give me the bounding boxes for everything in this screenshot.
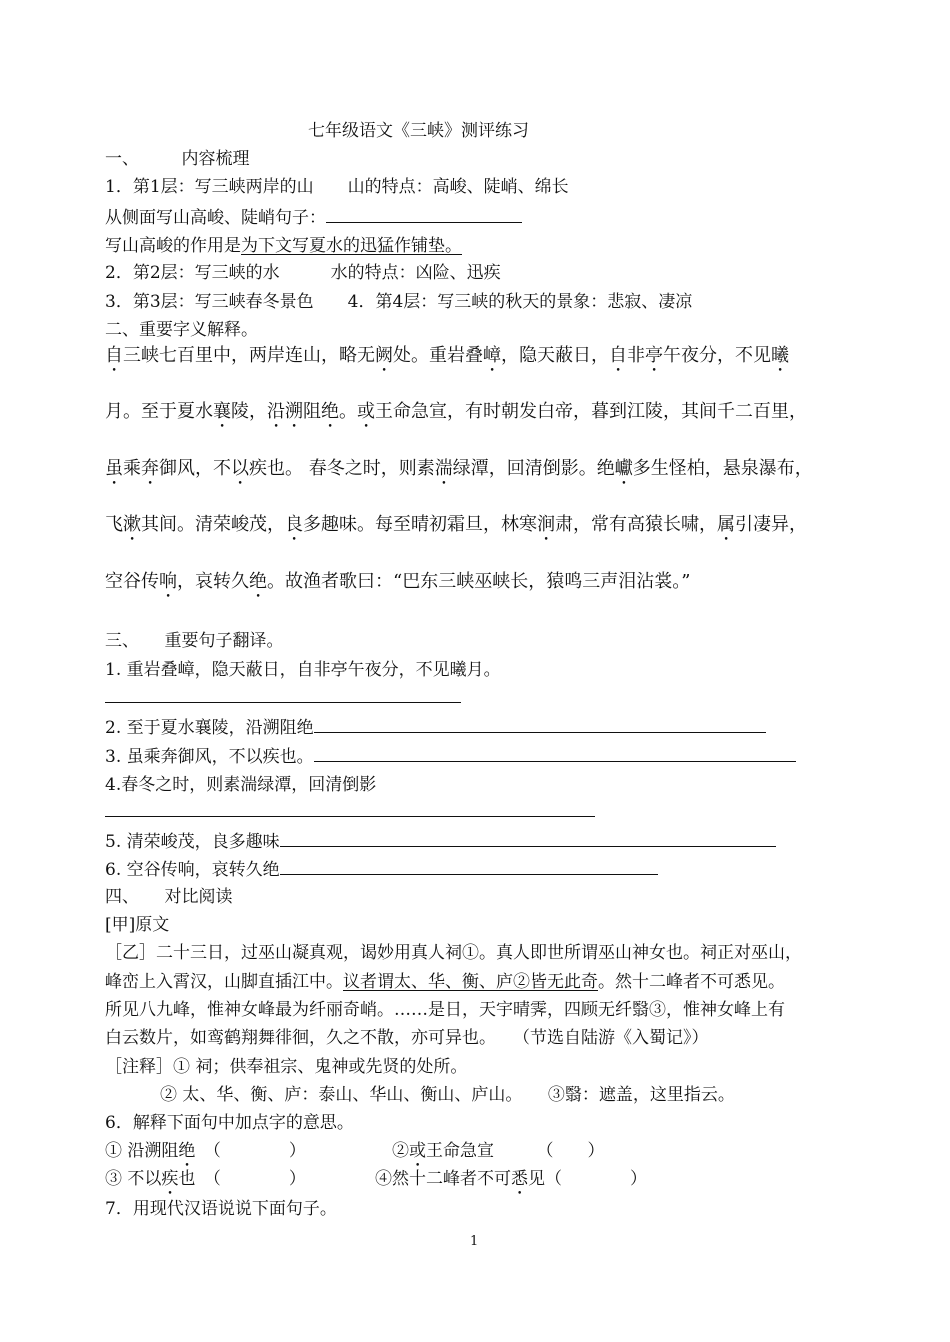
answer-blank[interactable] [314,745,796,762]
s1-line-2 [105,206,522,229]
s1-line-4: 2．第2层：写三峡的水 水的特点：凶险、迅疾 [105,263,501,283]
dotted-char: 漱 [123,514,141,535]
passage-text: 阻 [303,401,321,422]
passage-text: 乘 [123,458,141,479]
passage-text: 三峡七百里中，两岸连山，略无 [123,345,375,366]
dotted-char: 绝 [249,571,267,592]
dotted-char: 嶂 [483,345,501,366]
item-2 [392,1140,605,1171]
answer-blank[interactable] [326,206,522,223]
passage-text: 陵， [231,401,267,422]
text-jia-label: [甲]原文 [105,915,170,935]
note-line-1: ［注释］① 祠；供奉祖宗、鬼神或先贤的处所。 [105,1057,468,1077]
passage-text: ，隐天蔽日， [501,345,609,366]
passage-text: 绿潭，回清倒影。绝 [452,458,615,479]
item-4-blank[interactable]: 见（ ） [528,1169,647,1189]
question-7: 7．用现代汉语说说下面句子。 [105,1199,337,1219]
dotted-char: 响 [159,571,177,592]
passage-text: 多生怪柏，悬泉瀑布， [632,458,813,479]
passage-text: 其间。清荣峻茂， [141,514,285,535]
page-number: 1 [470,1234,479,1249]
item-1-dotted: 绝 [178,1141,196,1161]
passage-text: 御风，不 [159,458,231,479]
passage-text: 非 [627,345,645,366]
translate-q1: 1. 重岩叠嶂，隐天蔽日，自非亭午夜分，不见曦月。 [105,660,501,680]
passage-line-3 [105,458,813,489]
item-3-dotted: 疾 [161,1169,179,1189]
dotted-char: 以 [231,458,249,479]
dotted-char: 沿溯 [267,401,303,422]
section-1-heading: 一、 内容梳理 [105,149,250,169]
translate-q2-text: 2. 至于夏水襄陵，沿溯阻绝 [105,718,314,738]
answer-blank[interactable] [280,858,658,875]
passage-line-2 [105,401,807,432]
dotted-char: 奔 [141,458,159,479]
text-yi-line-2-a: 峰峦上入霄汉，山脚直插江中。 [105,972,343,992]
question-6: 6．解释下面句中加点字的意思。 [105,1113,354,1133]
text-yi-line-3: 所见八九峰，惟神女峰最为纤丽奇峭。……是日，天宇晴霁，四顾无纤翳③，惟神女峰上有 [105,1000,785,1020]
passage-text: 空谷传 [105,571,159,592]
text-yi-line-2 [105,971,785,993]
dotted-char: 亭 [645,345,663,366]
dotted-char: 自 [105,345,123,366]
passage-line-5 [105,571,690,602]
section-3-heading: 三、 重要句子翻译。 [105,631,284,651]
s1-line-3 [105,235,462,257]
answer-line[interactable] [105,702,461,703]
item-2-a: ② [392,1141,409,1161]
item-1-blank[interactable]: （ ） [195,1141,306,1161]
item-3-a: ③ 不以 [105,1169,162,1189]
passage-text: ，哀转久 [177,571,249,592]
item-2-dotted: 或 [409,1141,426,1161]
translate-q3-text: 3. 虽乘奔御风，不以疾也。 [105,747,314,767]
dotted-char: 曦 [771,345,789,366]
passage-text: 多趣味。每至晴初霜旦，林寒 [303,514,537,535]
translate-q4: 4.春冬之时，则素湍绿潭，回清倒影 [105,775,377,795]
s1-line-5: 3．第3层：写三峡春冬景色 4．第4层：写三峡的秋天的景象：悲寂、凄凉 [105,292,693,312]
s1-line-1: 1．第1层：写三峡两岸的山 山的特点：高峻、陡峭、绵长 [105,177,569,197]
text-yi-underlined: 议者谓太、华、衡、庐②皆无此奇 [343,972,598,992]
text-yi-line-2-b: 。然十二峰者不可悉见。 [598,972,785,992]
section-2-heading: 二、重要字义解释。 [105,320,258,340]
item-4-a: ④然十二峰者不可 [375,1169,511,1189]
dotted-char: 湍 [434,458,453,479]
passage-text: 引凄异， [735,514,807,535]
answer-blank[interactable] [314,716,766,733]
passage-text: 月。至于夏水 [105,401,213,422]
translate-q2 [105,716,766,739]
dotted-char: 涧 [537,514,555,535]
dotted-char: 巘 [614,458,633,479]
passage-text: 肃，常有高猿长啸， [555,514,717,535]
passage-text: 飞 [105,514,123,535]
note-line-2: ② 太、华、衡、庐：泰山、华山、衡山、庐山。 ③翳：遮盖，这里指云。 [160,1085,735,1105]
dotted-char: 或 [357,401,375,422]
dotted-char: 良 [285,514,303,535]
dotted-char: 绝 [321,401,339,422]
item-3 [105,1168,306,1199]
s1-line-3-text: 写山高峻的作用是 [105,236,241,256]
dotted-char: 阙 [375,345,393,366]
text-yi-line-1: ［乙］二十三日，过巫山凝真观，谒妙用真人祠①。真人即世所谓巫山神女也。祠正对巫山， [105,943,802,963]
dotted-char: 虽 [105,458,123,479]
passage-line-1 [105,345,789,376]
passage-text: 王命急宣，有时朝发白帝，暮到江陵，其间千二百里， [375,401,807,422]
passage-line-4 [105,514,807,545]
item-2-blank[interactable]: 王命急宣 （ ） [426,1141,605,1161]
item-4 [375,1168,647,1199]
dotted-char: 自 [609,345,627,366]
translate-q6-text: 6. 空谷传响，哀转久绝 [105,860,280,880]
s1-line-3-underlined: 为下文写夏水的迅猛作铺垫。 [241,236,462,256]
item-1-a: ① 沿溯阻 [105,1141,179,1161]
answer-line[interactable] [105,816,595,817]
answer-blank[interactable] [280,830,776,847]
page-title: 七年级语文《三峡》测评练习 [308,121,529,141]
passage-text: 疾也。 春冬之时，则素 [249,458,435,479]
item-4-dotted: 悉 [511,1169,528,1189]
translate-q3 [105,745,796,768]
passage-text: 。故渔者歌曰：“巴东三峡巫峡长，猿鸣三声泪沾裳。” [267,571,691,592]
translate-q5-text: 5. 清荣峻茂，良多趣味 [105,832,280,852]
passage-text: 处。重岩叠 [393,345,483,366]
text-yi-line-4: 白云数片，如鸾鹤翔舞徘徊，久之不散，亦可异也。 （节选自陆游《入蜀记》） [105,1028,709,1048]
item-1 [105,1140,306,1171]
passage-text: 午夜分，不见 [663,345,771,366]
dotted-char: 属 [717,514,735,535]
item-3-blank[interactable]: 也 （ ） [178,1169,306,1189]
s1-line-2-text: 从侧面写山高峻、陡峭句子： [105,208,326,228]
passage-text: 。 [339,401,357,422]
section-4-heading: 四、 对比阅读 [105,887,233,907]
translate-q5 [105,830,776,853]
translate-q6 [105,858,658,881]
dotted-char: 襄 [213,401,231,422]
